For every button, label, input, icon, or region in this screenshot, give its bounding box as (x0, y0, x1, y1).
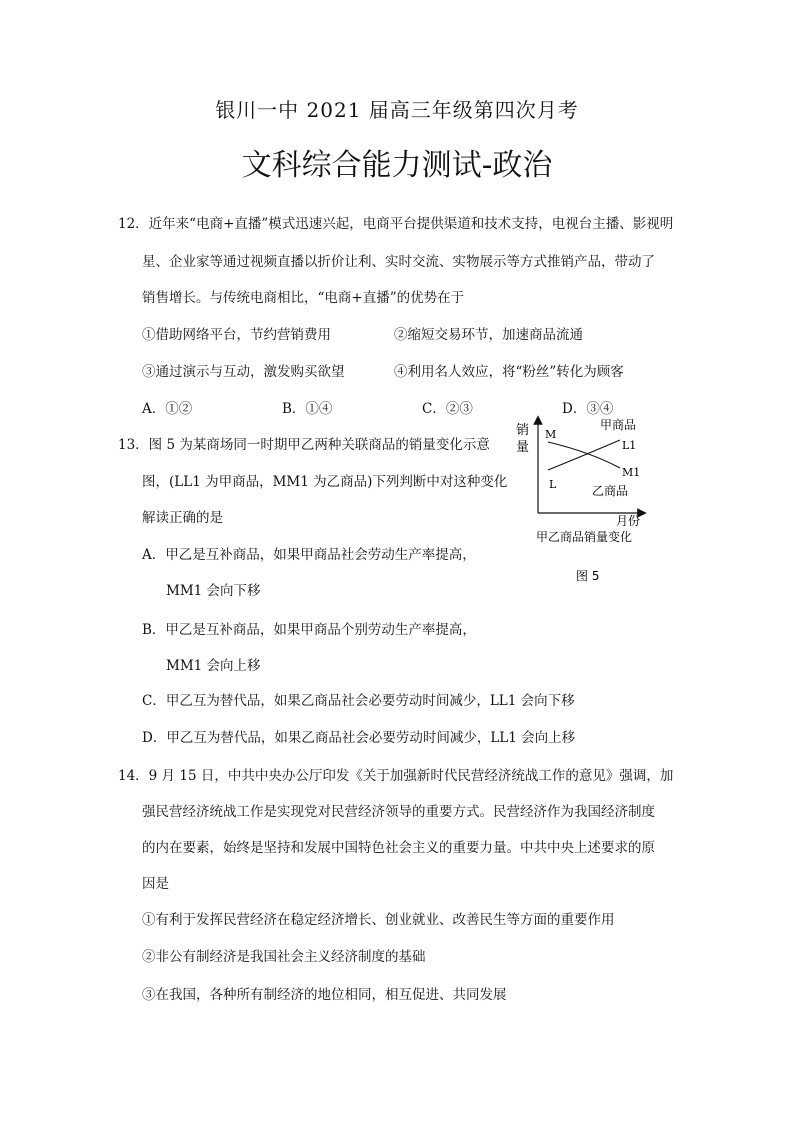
y-axis-label-2: 量 (516, 440, 530, 455)
q12-line-1: 12．近年来“电商+直播”模式迅速兴起，电商平台提供渠道和技术支持，电视台主播、影视明 (118, 216, 674, 232)
q13-option-a-line-1: A．甲乙是互补商品，如果甲商品社会劳动生产率提高， (142, 547, 476, 563)
figure-caption: 甲乙商品销量变化 (536, 530, 633, 544)
q12-choice-d: D．③④ (562, 401, 614, 417)
q12-option-4: ④利用名人效应，将“粉丝”转化为顾客 (394, 364, 624, 380)
q14-option-2: ②非公有制经济是我国社会主义经济制度的基础 (142, 949, 426, 965)
q13-line-2: 图，(LL1 为甲商品，MM1 为乙商品)下列判断中对这种变化 (142, 474, 508, 490)
label-l: L (549, 478, 557, 491)
q12-line-2: 星、企业家等通过视频直播以折价让利、实时交流、实物展示等方式推销产品，带动了 (142, 254, 655, 270)
label-m1: M1 (622, 466, 641, 479)
q14-option-3: ③在我国，各种所有制经济的地位相同，相互促进、共同发展 (142, 987, 507, 1003)
y-axis-label-1: 销 (516, 423, 530, 438)
label-l1: L1 (622, 439, 637, 452)
page-title: 文科综合能力测试-政治 (241, 148, 553, 183)
q14-option-1: ①有利于发挥民营经济在稳定经济增长、创业就业、改善民生等方面的重要作用 (142, 912, 615, 928)
q12-option-3: ③通过演示与互动，激发购买欲望 (142, 364, 345, 380)
figure-number: 图 5 (576, 569, 600, 583)
exam-header: 银川一中 2021 届高三年级第四次月考 (215, 98, 579, 122)
q14-line-4: 因是 (142, 876, 169, 892)
q13-option-b-line-2: MM1 会向上移 (166, 658, 261, 674)
q14-line-2: 强民营经济统战工作是实现党对民营经济领导的重要方式。民营经济作为我国经济制度 (142, 804, 655, 820)
q14-line-1: 14．9 月 15 日，中共中央办公厅印发《关于加强新时代民营经济统战工作的意见》强调，加 (118, 768, 674, 784)
q13-option-b-line-1: B．甲乙是互补商品，如果甲商品个别劳动生产率提高， (142, 622, 476, 638)
q14-line-3: 的内在要素，始终是坚持和发展中国特色社会主义的重要力量。中共中央上述要求的原 (142, 840, 655, 856)
q12-choice-c: C．②③ (422, 401, 473, 417)
figure-5-diagram (510, 410, 670, 590)
q13-line-1: 13．图 5 为某商场同一时期甲乙两种关联商品的销量变化示意 (118, 437, 490, 453)
q13-option-c: C．甲乙互为替代品，如果乙商品社会必要劳动时间减少，LL1 会向下移 (142, 693, 575, 709)
label-m: M (545, 428, 557, 441)
q12-choice-b: B．①④ (282, 401, 333, 417)
q13-option-a-line-2: MM1 会向下移 (166, 583, 261, 599)
q12-line-3: 销售增长。与传统电商相比，“电商+直播”的优势在于 (142, 290, 465, 306)
q12-option-1: ①借助网络平台，节约营销费用 (142, 327, 331, 343)
label-jia-goods: 甲商品 (600, 418, 637, 432)
q12-option-2: ②缩短交易环节，加速商品流通 (394, 327, 583, 343)
label-yi-goods: 乙商品 (592, 484, 629, 498)
q13-option-d: D．甲乙互为替代品，如果乙商品社会必要劳动时间减少，LL1 会向上移 (142, 730, 576, 746)
x-axis-label: 月份 (616, 514, 641, 528)
q12-choice-a: A．①② (142, 401, 193, 417)
q13-line-3: 解读正确的是 (142, 510, 223, 526)
